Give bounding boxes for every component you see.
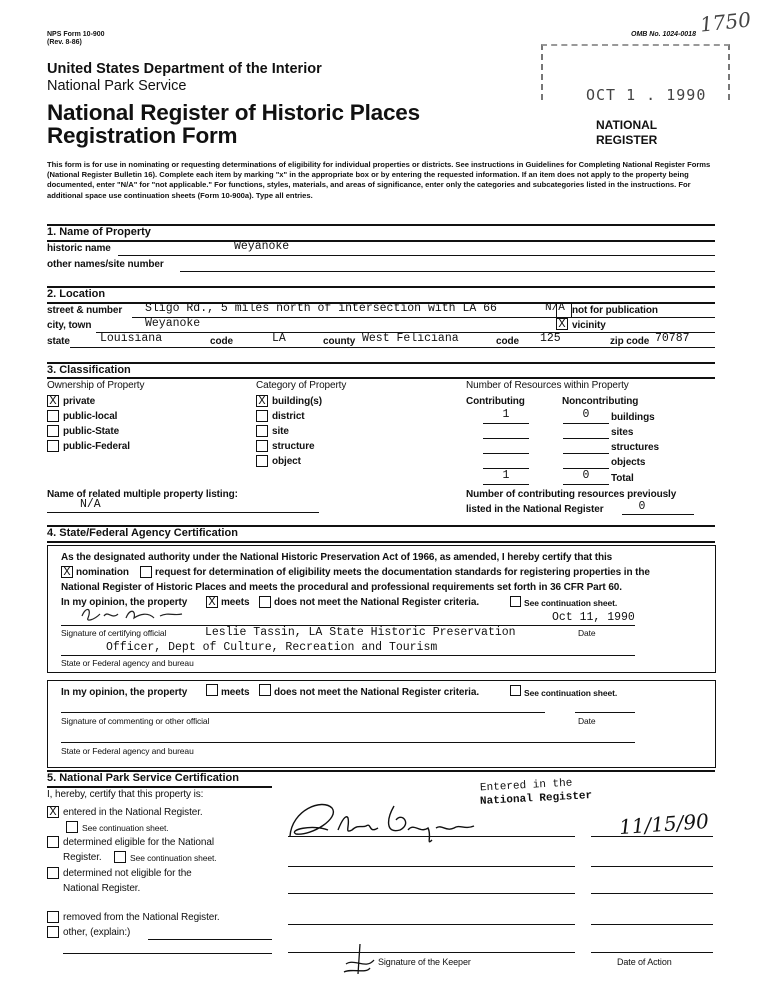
form-number: NPS Form 10-900: [47, 31, 105, 38]
determined-eligible-label: determined eligible for the National: [63, 837, 214, 848]
entered-stamp-line-1: Entered in the: [479, 777, 573, 795]
state-value: Louisiana: [100, 332, 163, 345]
ownership-public-federal-checkbox[interactable]: [47, 440, 59, 452]
handwritten-corner-number: 1750: [698, 7, 753, 37]
zip-label: zip code: [610, 336, 650, 347]
category-object-checkbox[interactable]: [256, 455, 268, 467]
ownership-private-checkbox[interactable]: X: [47, 395, 59, 407]
vicinity-checkbox[interactable]: X: [556, 318, 568, 330]
opinion-does-not-meet-label: does not meet the National Register criteria.: [274, 687, 479, 698]
commenting-date-label: Date: [578, 716, 596, 726]
category-structure-label: structure: [272, 441, 315, 452]
form-revision: (Rev. 8-86): [47, 39, 82, 46]
eligible-continuation-label: See continuation sheet.: [130, 853, 217, 863]
certifying-signature: [78, 604, 188, 626]
zip-value: 70787: [655, 332, 690, 345]
row-structures-label: structures: [611, 442, 659, 453]
resources-heading: Number of Resources within Property: [466, 380, 629, 391]
stamp-register: REGISTER: [596, 133, 658, 147]
multiple-listing-value: N/A: [80, 498, 101, 511]
commenting-agency-label: State or Federal agency and bureau: [61, 746, 194, 756]
entered-label: entered in the National Register.: [63, 807, 203, 818]
stamp-date: OCT 1 . 1990: [586, 86, 707, 104]
category-site-checkbox[interactable]: [256, 425, 268, 437]
cert-text-1: As the designated authority under the National Historic Preservation Act of 1966, as amended, I hereby certify that this: [61, 552, 613, 563]
row-sites-label: sites: [611, 427, 634, 438]
contributing-buildings: 1: [502, 408, 510, 421]
ownership-public-state-label: public-State: [63, 426, 120, 437]
state-code-label: code: [210, 336, 233, 347]
entered-stamp-line-2: National Register: [479, 790, 593, 808]
state-label: state: [47, 336, 70, 347]
opinion-continuation-label: See continuation sheet.: [524, 688, 618, 698]
entered-continuation-label: See continuation sheet.: [82, 823, 169, 833]
certifying-date-label: Date: [578, 628, 596, 638]
noncontributing-buildings: 0: [582, 408, 590, 421]
city-label: city, town: [47, 320, 92, 331]
stamp-national: NATIONAL: [596, 118, 658, 132]
instructions: This form is for use in nominating or requesting determinations of eligibility for individual properties or districts. See instructions in Guidelines for Completing National Register Forms (National Register Bulletin 16). Complete each item by marking "x" in the appropriate box or by entering the requested information. If an item does not apply to the property being documented, enter "N/A" for "not applicable." For functions, styles, materials, and areas of significance, enter only the categories and subcategories listed in the instructions. For additional space use continuation sheets (Form 10-900a). Type all entries.: [47, 160, 711, 200]
category-building-checkbox[interactable]: X: [256, 395, 268, 407]
opinion-meets-label: meets: [221, 687, 250, 698]
ownership-public-federal-label: public-Federal: [63, 441, 130, 452]
certifying-official-line-2: Officer, Dept of Culture, Recreation and Tourism: [106, 641, 438, 654]
previously-listed-label-1: Number of contributing resources previously: [466, 489, 677, 500]
category-building-label: building(s): [272, 396, 322, 407]
contributing-total: 1: [502, 469, 510, 482]
ownership-private-label: private: [63, 396, 96, 407]
category-heading: Category of Property: [256, 380, 347, 391]
ownership-public-local-label: public-local: [63, 411, 118, 422]
section-1-heading: 1. Name of Property: [47, 226, 151, 238]
nomination-checkbox[interactable]: X: [61, 566, 73, 578]
category-object-label: object: [272, 456, 301, 467]
category-site-label: site: [272, 426, 289, 437]
continuation-sheet-label: See continuation sheet.: [524, 598, 618, 608]
opinion-meets-checkbox[interactable]: [206, 684, 218, 696]
not-eligible-label: determined not eligible for the: [63, 868, 192, 879]
omb-number: OMB No. 1024-0018: [631, 31, 696, 38]
county-code-label: code: [496, 336, 519, 347]
category-district-label: district: [272, 411, 305, 422]
form-subtitle: Registration Form: [47, 123, 238, 148]
noncontributing-heading: Noncontributing: [562, 396, 639, 407]
ownership-public-state-checkbox[interactable]: [47, 425, 59, 437]
previously-listed-value: 0: [638, 500, 646, 513]
noncontributing-total: 0: [582, 469, 590, 482]
row-objects-label: objects: [611, 457, 646, 468]
cert-nomination-label: nomination: [76, 567, 129, 578]
certifying-date: Oct 11, 1990: [552, 611, 635, 624]
street-label: street & number: [47, 305, 123, 316]
agency-bureau-label: State or Federal agency and bureau: [61, 658, 194, 668]
section-3-heading: 3. Classification: [47, 364, 131, 376]
ownership-heading: Ownership of Property: [47, 380, 145, 391]
other-label: other, (explain:): [63, 927, 131, 938]
county-value: West Feliciana: [362, 332, 459, 345]
not-for-publication-checkbox[interactable]: [556, 303, 572, 318]
removed-label: removed from the National Register.: [63, 912, 220, 923]
multiple-listing-label: Name of related multiple property listing:: [47, 489, 238, 500]
not-eligible-checkbox[interactable]: [47, 867, 59, 879]
keeper-initial-mark: [340, 940, 380, 980]
continuation-sheet-checkbox[interactable]: [510, 596, 521, 607]
other-checkbox[interactable]: [47, 926, 59, 938]
cert-opinion-label: In my opinion, the property: [61, 597, 188, 608]
does-not-meet-checkbox[interactable]: [259, 596, 271, 608]
section-4-heading: 4. State/Federal Agency Certification: [47, 527, 238, 539]
nps-certify-label: I, hereby, certify that this property is:: [47, 789, 204, 800]
previously-listed-label-2: listed in the National Register: [466, 504, 604, 515]
eligible-continuation-checkbox[interactable]: [114, 851, 126, 863]
meets-label: meets: [221, 597, 250, 608]
cert-text-2: request for determination of eligibility meets the documentation standards for registering properties in the: [155, 567, 650, 578]
row-total-label: Total: [611, 473, 634, 484]
state-code-value: LA: [272, 332, 286, 345]
county-label: county: [323, 336, 356, 347]
does-not-meet-label: does not meet the National Register criteria.: [274, 597, 479, 608]
service-name: National Park Service: [47, 78, 187, 94]
county-code-value: 125: [540, 332, 561, 345]
determined-eligible-register: Register.: [63, 852, 102, 863]
entered-handwritten-date: 11/15/90: [618, 808, 710, 840]
section-2-heading: 2. Location: [47, 288, 106, 300]
street-value: Sligo Rd., 5 miles north of intersection with LA 66: [145, 302, 497, 315]
category-structure-checkbox[interactable]: [256, 440, 268, 452]
date-of-action-label: Date of Action: [617, 957, 672, 967]
determined-eligible-checkbox[interactable]: [47, 836, 59, 848]
signature-certifying-label: Signature of certifying official: [61, 628, 167, 638]
opinion-does-not-meet-checkbox[interactable]: [259, 684, 271, 696]
keeper-signature: [282, 790, 482, 850]
department-name: United States Department of the Interior: [47, 61, 322, 77]
na-box[interactable]: N/A: [545, 302, 565, 314]
section-5-heading: 5. National Park Service Certification: [47, 772, 239, 784]
opinion-continuation-checkbox[interactable]: [510, 685, 521, 696]
vicinity-label: vicinity: [572, 320, 606, 331]
cert-text-3: National Register of Historic Places and meets the procedural and professional requirements set forth in 36 CFR Part 60.: [61, 582, 622, 593]
ownership-public-local-checkbox[interactable]: [47, 410, 59, 422]
certifying-official-line-1: Leslie Tassin, LA State Historic Preservation: [205, 626, 516, 639]
not-for-publication-label: not for publication: [572, 305, 658, 316]
city-value: Weyanoke: [145, 317, 201, 330]
historic-name-label: historic name: [47, 243, 111, 254]
entered-continuation-checkbox[interactable]: [66, 821, 78, 833]
historic-name-value: Weyanoke: [234, 240, 290, 253]
form-title: National Register of Historic Places: [47, 100, 420, 125]
contributing-heading: Contributing: [466, 396, 525, 407]
opinion-label: In my opinion, the property: [61, 687, 188, 698]
other-names-label: other names/site number: [47, 259, 164, 270]
keeper-signature-label: Signature of the Keeper: [378, 957, 471, 967]
commenting-official-label: Signature of commenting or other official: [61, 716, 210, 726]
removed-checkbox[interactable]: [47, 911, 59, 923]
request-determination-checkbox[interactable]: [140, 566, 152, 578]
meets-checkbox[interactable]: X: [206, 596, 218, 608]
row-buildings-label: buildings: [611, 412, 655, 423]
not-eligible-register: National Register.: [63, 883, 141, 894]
category-district-checkbox[interactable]: [256, 410, 268, 422]
entered-checkbox[interactable]: X: [47, 806, 59, 818]
